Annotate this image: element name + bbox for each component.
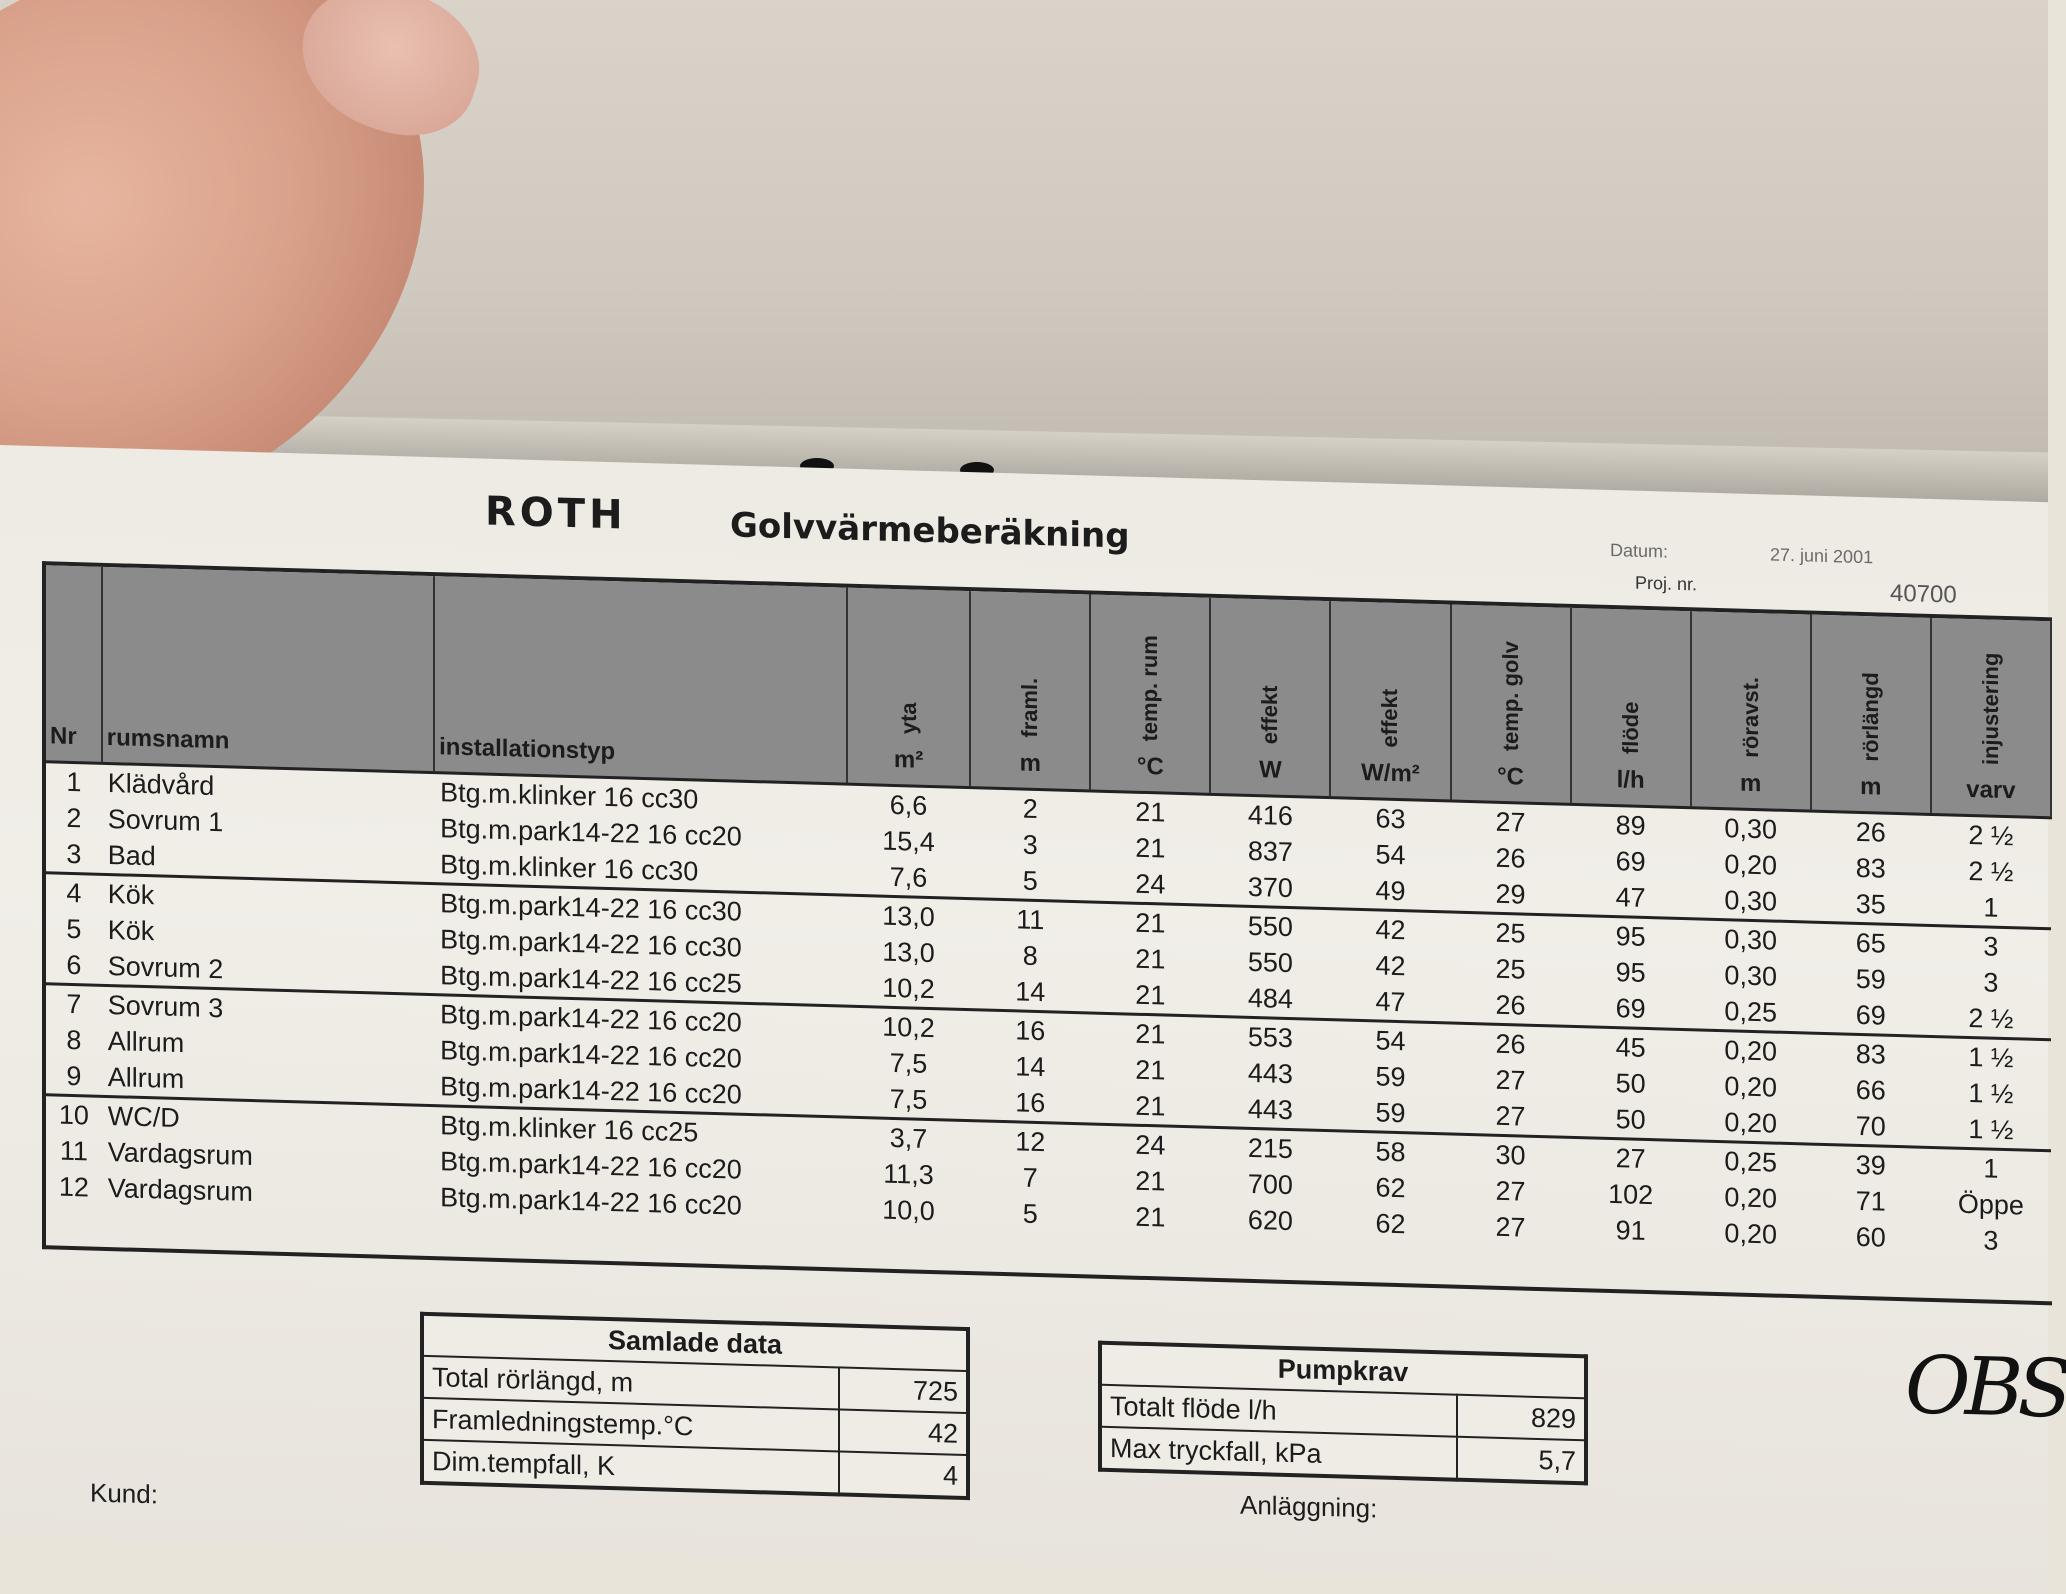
- folded-page-top: [0, 0, 2048, 520]
- table-cell: 16: [1015, 1086, 1046, 1118]
- table-cell: 13,0: [847, 895, 970, 936]
- table-cell: Klädvård: [107, 767, 215, 801]
- table-cell: 21: [1135, 832, 1166, 864]
- table-cell: 9: [66, 1060, 82, 1091]
- pumpkrav-box: [1098, 1341, 1588, 1486]
- column-header: [970, 591, 1090, 791]
- table-cell: 27: [1495, 806, 1526, 838]
- table-cell: 3: [1931, 925, 2051, 966]
- table-cell: 2 ½: [1968, 855, 2014, 887]
- table-cell: 7,6: [889, 861, 928, 893]
- table-cell: 3: [1983, 966, 1999, 998]
- table-cell: 59: [1855, 963, 1886, 995]
- table-cell: 0,20: [1724, 1106, 1777, 1139]
- table-cell: 27: [1495, 1100, 1526, 1132]
- kund-label: Kund:: [90, 1477, 158, 1510]
- table-cell: 0,20: [1724, 1217, 1777, 1250]
- table-cell: Btg.m.klinker 16 cc30: [440, 848, 699, 887]
- table-cell: 1 ½: [1968, 1113, 2014, 1145]
- column-header: [1090, 594, 1210, 794]
- table-cell: 69: [1615, 992, 1646, 1024]
- table-cell: 50: [1615, 1067, 1646, 1099]
- table-cell: 21: [1135, 1054, 1166, 1086]
- pump-value: 5,7: [1457, 1437, 1586, 1484]
- table-cell: 3: [1983, 1224, 1999, 1256]
- table-cell: 102: [1608, 1178, 1654, 1210]
- table-cell: 49: [1375, 874, 1406, 906]
- column-unit: W/m²: [1361, 759, 1420, 788]
- table-cell: 5: [1022, 1198, 1038, 1229]
- table-cell: 21: [1135, 943, 1166, 975]
- column-unit: m²: [893, 745, 924, 774]
- table-cell: 54: [1375, 838, 1406, 870]
- table-cell: 8: [1022, 940, 1038, 971]
- table-cell: 21: [1090, 902, 1210, 943]
- table-cell: 2: [1022, 793, 1038, 824]
- table-cell: 27: [1495, 1175, 1526, 1207]
- table-cell: Sovrum 2: [107, 950, 224, 984]
- table-cell: 16: [970, 1010, 1090, 1051]
- column-header: [1691, 611, 1811, 811]
- table-cell: 71: [1855, 1185, 1886, 1217]
- column-header: [1811, 615, 1931, 815]
- table-cell: Bad: [107, 839, 156, 871]
- column-header: [1210, 598, 1330, 798]
- table-cell: 11,3: [883, 1158, 934, 1190]
- column-header: [1330, 601, 1450, 801]
- table-cell: Btg.m.park14-22 16 cc20: [440, 812, 742, 852]
- table-cell: 4: [46, 873, 102, 912]
- column-label: installationstyp: [439, 733, 616, 766]
- table-cell: Sovrum 3: [102, 985, 434, 1032]
- table-cell: 45: [1571, 1026, 1691, 1067]
- table-cell: 54: [1330, 1020, 1450, 1061]
- table-cell: 7,5: [889, 1083, 928, 1115]
- table-cell: Btg.m.klinker 16 cc25: [434, 1106, 847, 1155]
- table-cell: 1: [1983, 891, 1999, 923]
- column-unit: m: [1019, 749, 1041, 778]
- column-header: [847, 588, 970, 788]
- column-label: röravst.: [1737, 676, 1763, 759]
- table-cell: Btg.m.park14-22 16 cc30: [434, 884, 847, 933]
- table-cell: 8: [66, 1024, 82, 1055]
- table-cell: 12: [58, 1171, 89, 1202]
- column-label: rumsnamn: [106, 723, 230, 755]
- room-table: [42, 561, 2052, 1305]
- table-cell: 26: [1855, 816, 1886, 848]
- table-cell: 443: [1247, 1093, 1293, 1125]
- table-cell: 7: [46, 984, 102, 1023]
- table-cell: Vardagsrum: [107, 1136, 253, 1171]
- table-cell: 443: [1247, 1057, 1293, 1089]
- column-label: temp. rum: [1137, 634, 1163, 742]
- table-cell: 42: [1375, 949, 1406, 981]
- table-cell: 10,2: [882, 972, 935, 1004]
- table-cell: 553: [1210, 1016, 1330, 1057]
- column-header: [1931, 618, 2051, 818]
- table-cell: Allrum: [107, 1061, 185, 1094]
- table-cell: 5: [1022, 865, 1038, 896]
- table-cell: 21: [1135, 796, 1166, 828]
- table-cell: 21: [1135, 1201, 1166, 1233]
- pump-label: Totalt flöde l/h: [1100, 1385, 1457, 1437]
- table-cell: 58: [1330, 1131, 1450, 1172]
- column-header: [46, 565, 102, 763]
- column-unit: °C: [1497, 762, 1525, 791]
- table-cell: 13,0: [882, 936, 935, 968]
- column-header: [1451, 605, 1571, 805]
- table-cell: 0,25: [1691, 1141, 1811, 1182]
- pump-value: 829: [1457, 1395, 1586, 1441]
- table-cell: 1: [1931, 1147, 2051, 1188]
- table-cell: 0,25: [1724, 995, 1777, 1028]
- table-cell: Btg.m.park14-22 16 cc20: [440, 1070, 742, 1110]
- table-cell: 0,20: [1691, 1030, 1811, 1071]
- table-cell: Öppe: [1957, 1188, 2024, 1221]
- column-label: injustering: [1977, 651, 2003, 765]
- table-cell: 35: [1855, 888, 1886, 920]
- table-cell: 3: [66, 838, 82, 869]
- table-cell: 2: [66, 802, 82, 833]
- handwritten-note: OBS: [1905, 1338, 2066, 1436]
- table-cell: 0,30: [1724, 812, 1777, 845]
- calculation-sheet: [0, 445, 2066, 1593]
- column-label: framl.: [1017, 677, 1043, 739]
- table-cell: 12: [970, 1121, 1090, 1162]
- table-cell: 21: [1135, 1090, 1166, 1122]
- table-cell: 26: [1495, 842, 1526, 874]
- table-cell: 29: [1495, 878, 1526, 910]
- column-label: flöde: [1617, 701, 1643, 755]
- table-cell: 0,20: [1724, 1181, 1777, 1214]
- table-cell: 700: [1247, 1168, 1293, 1200]
- table-cell: 21: [1090, 1013, 1210, 1054]
- table-cell: 24: [1090, 1124, 1210, 1165]
- table-cell: Vardagsrum: [107, 1172, 253, 1207]
- table-cell: 2 ½: [1968, 819, 2014, 851]
- table-cell: 1 ½: [1968, 1077, 2014, 1109]
- table-cell: 1 ½: [1931, 1036, 2051, 1077]
- table-cell: 215: [1210, 1127, 1330, 1168]
- table-cell: 50: [1615, 1103, 1646, 1135]
- column-label: effekt: [1377, 688, 1403, 749]
- table-cell: WC/D: [102, 1096, 434, 1143]
- datum-value: 27. juni 2001: [1770, 544, 1874, 568]
- summary-label: Total rörlängd, m: [422, 1356, 839, 1410]
- table-cell: Btg.m.park14-22 16 cc25: [440, 959, 742, 999]
- table-cell: 7,5: [889, 1047, 928, 1079]
- column-unit: W: [1259, 756, 1282, 784]
- table-cell: 1: [66, 766, 82, 797]
- table-cell: 69: [1615, 845, 1646, 877]
- table-cell: 91: [1615, 1214, 1646, 1246]
- column-header: [102, 567, 434, 773]
- table-cell: 66: [1855, 1074, 1886, 1106]
- anlaggning-label: Anläggning:: [1240, 1489, 1378, 1524]
- table-cell: 0,20: [1724, 1070, 1777, 1103]
- table-cell: 0,30: [1724, 884, 1777, 917]
- column-label: temp. golv: [1497, 640, 1523, 752]
- samlade-title: Samlade data: [422, 1314, 968, 1371]
- table-cell: Allrum: [107, 1025, 185, 1058]
- table-cell: 10,0: [882, 1194, 935, 1226]
- table-cell: 370: [1247, 871, 1293, 903]
- table-cell: 3: [1022, 829, 1038, 860]
- pump-label: Max tryckfall, kPa: [1100, 1427, 1457, 1480]
- samlade-data-box: [420, 1312, 970, 1500]
- table-cell: 47: [1375, 985, 1406, 1017]
- column-unit: °C: [1136, 752, 1164, 781]
- column-label: Nr: [50, 722, 77, 751]
- column-unit: l/h: [1616, 766, 1645, 794]
- table-cell: 21: [1135, 1165, 1166, 1197]
- table-cell: 83: [1811, 1033, 1931, 1074]
- table-cell: 5: [66, 913, 82, 944]
- column-header: [434, 576, 847, 784]
- table-cell: 6: [66, 949, 82, 980]
- table-cell: 6,6: [889, 789, 928, 821]
- table-cell: 30: [1451, 1134, 1571, 1175]
- table-cell: 83: [1855, 852, 1886, 884]
- table-cell: 26: [1451, 1023, 1571, 1064]
- table-cell: Btg.m.park14-22 16 cc20: [440, 1034, 742, 1074]
- table-cell: 62: [1375, 1207, 1406, 1239]
- table-cell: 59: [1375, 1096, 1406, 1128]
- table-cell: Sovrum 1: [107, 803, 224, 837]
- table-cell: 25: [1451, 912, 1571, 953]
- table-cell: Kök: [107, 914, 155, 946]
- table-cell: 65: [1811, 922, 1931, 963]
- proj-value: 40700: [1890, 579, 1957, 609]
- table-cell: Kök: [102, 874, 434, 921]
- datum-label: Datum:: [1610, 539, 1669, 562]
- table-cell: 484: [1247, 982, 1293, 1014]
- brand-logo: ROTH: [485, 488, 627, 539]
- table-cell: 3,7: [847, 1117, 970, 1158]
- summary-value: 4: [839, 1451, 968, 1498]
- table-cell: 27: [1495, 1064, 1526, 1096]
- table-cell: 24: [1135, 868, 1166, 900]
- table-cell: 550: [1247, 946, 1293, 978]
- table-cell: 837: [1247, 835, 1293, 867]
- summary-value: 725: [839, 1367, 968, 1413]
- summary-label: Framledningstemp.°C: [422, 1398, 839, 1452]
- table-cell: 620: [1247, 1204, 1293, 1236]
- table-cell: 0,30: [1691, 919, 1811, 960]
- column-unit: m: [1860, 772, 1882, 801]
- table-cell: 59: [1375, 1060, 1406, 1092]
- table-cell: Btg.m.park14-22 16 cc20: [434, 995, 847, 1044]
- table-cell: 21: [1135, 979, 1166, 1011]
- summary-value: 42: [839, 1409, 968, 1455]
- table-cell: 39: [1811, 1144, 1931, 1185]
- table-cell: 11: [970, 899, 1090, 940]
- column-label: effekt: [1257, 685, 1283, 745]
- table-cell: 60: [1855, 1221, 1886, 1253]
- table-cell: Btg.m.park14-22 16 cc20: [440, 1145, 742, 1185]
- table-cell: 62: [1375, 1171, 1406, 1203]
- table-cell: 27: [1571, 1137, 1691, 1178]
- table-cell: 95: [1571, 915, 1691, 956]
- table-cell: 0,20: [1724, 848, 1777, 881]
- table-cell: 95: [1615, 956, 1646, 988]
- table-cell: 10: [46, 1095, 102, 1134]
- table-cell: Btg.m.park14-22 16 cc20: [440, 1181, 742, 1221]
- table-cell: 89: [1615, 809, 1646, 841]
- table-cell: 7: [1022, 1162, 1038, 1193]
- table-cell: 69: [1855, 999, 1886, 1031]
- table-cell: 70: [1855, 1110, 1886, 1142]
- table-cell: 47: [1615, 881, 1646, 913]
- table-cell: 42: [1330, 909, 1450, 950]
- column-header: [1571, 608, 1691, 808]
- page-title: Golvvärmeberäkning: [730, 505, 1130, 557]
- proj-label: Proj. nr.: [1635, 572, 1698, 595]
- table-cell: 11: [59, 1135, 88, 1166]
- column-label: yta: [895, 702, 921, 735]
- column-unit: varv: [1966, 775, 2016, 805]
- pumpkrav-title: Pumpkrav: [1100, 1343, 1586, 1399]
- table-cell: Btg.m.park14-22 16 cc30: [440, 923, 742, 963]
- table-cell: 26: [1495, 989, 1526, 1021]
- table-cell: 2 ½: [1968, 1002, 2014, 1034]
- table-cell: 25: [1495, 953, 1526, 985]
- table-cell: 416: [1247, 799, 1293, 831]
- table-cell: 14: [1015, 975, 1046, 1007]
- table-cell: 0,30: [1724, 959, 1777, 992]
- table-cell: 27: [1495, 1211, 1526, 1243]
- table-cell: 550: [1210, 905, 1330, 946]
- table-cell: 10,2: [847, 1006, 970, 1047]
- table-cell: 63: [1375, 802, 1406, 834]
- table-cell: Btg.m.klinker 16 cc30: [440, 776, 699, 815]
- column-label: rörlängd: [1857, 671, 1883, 762]
- summary-label: Dim.tempfall, K: [422, 1440, 839, 1495]
- table-cell: 14: [1015, 1050, 1046, 1082]
- table-cell: 15,4: [882, 825, 935, 857]
- column-unit: m: [1740, 769, 1762, 798]
